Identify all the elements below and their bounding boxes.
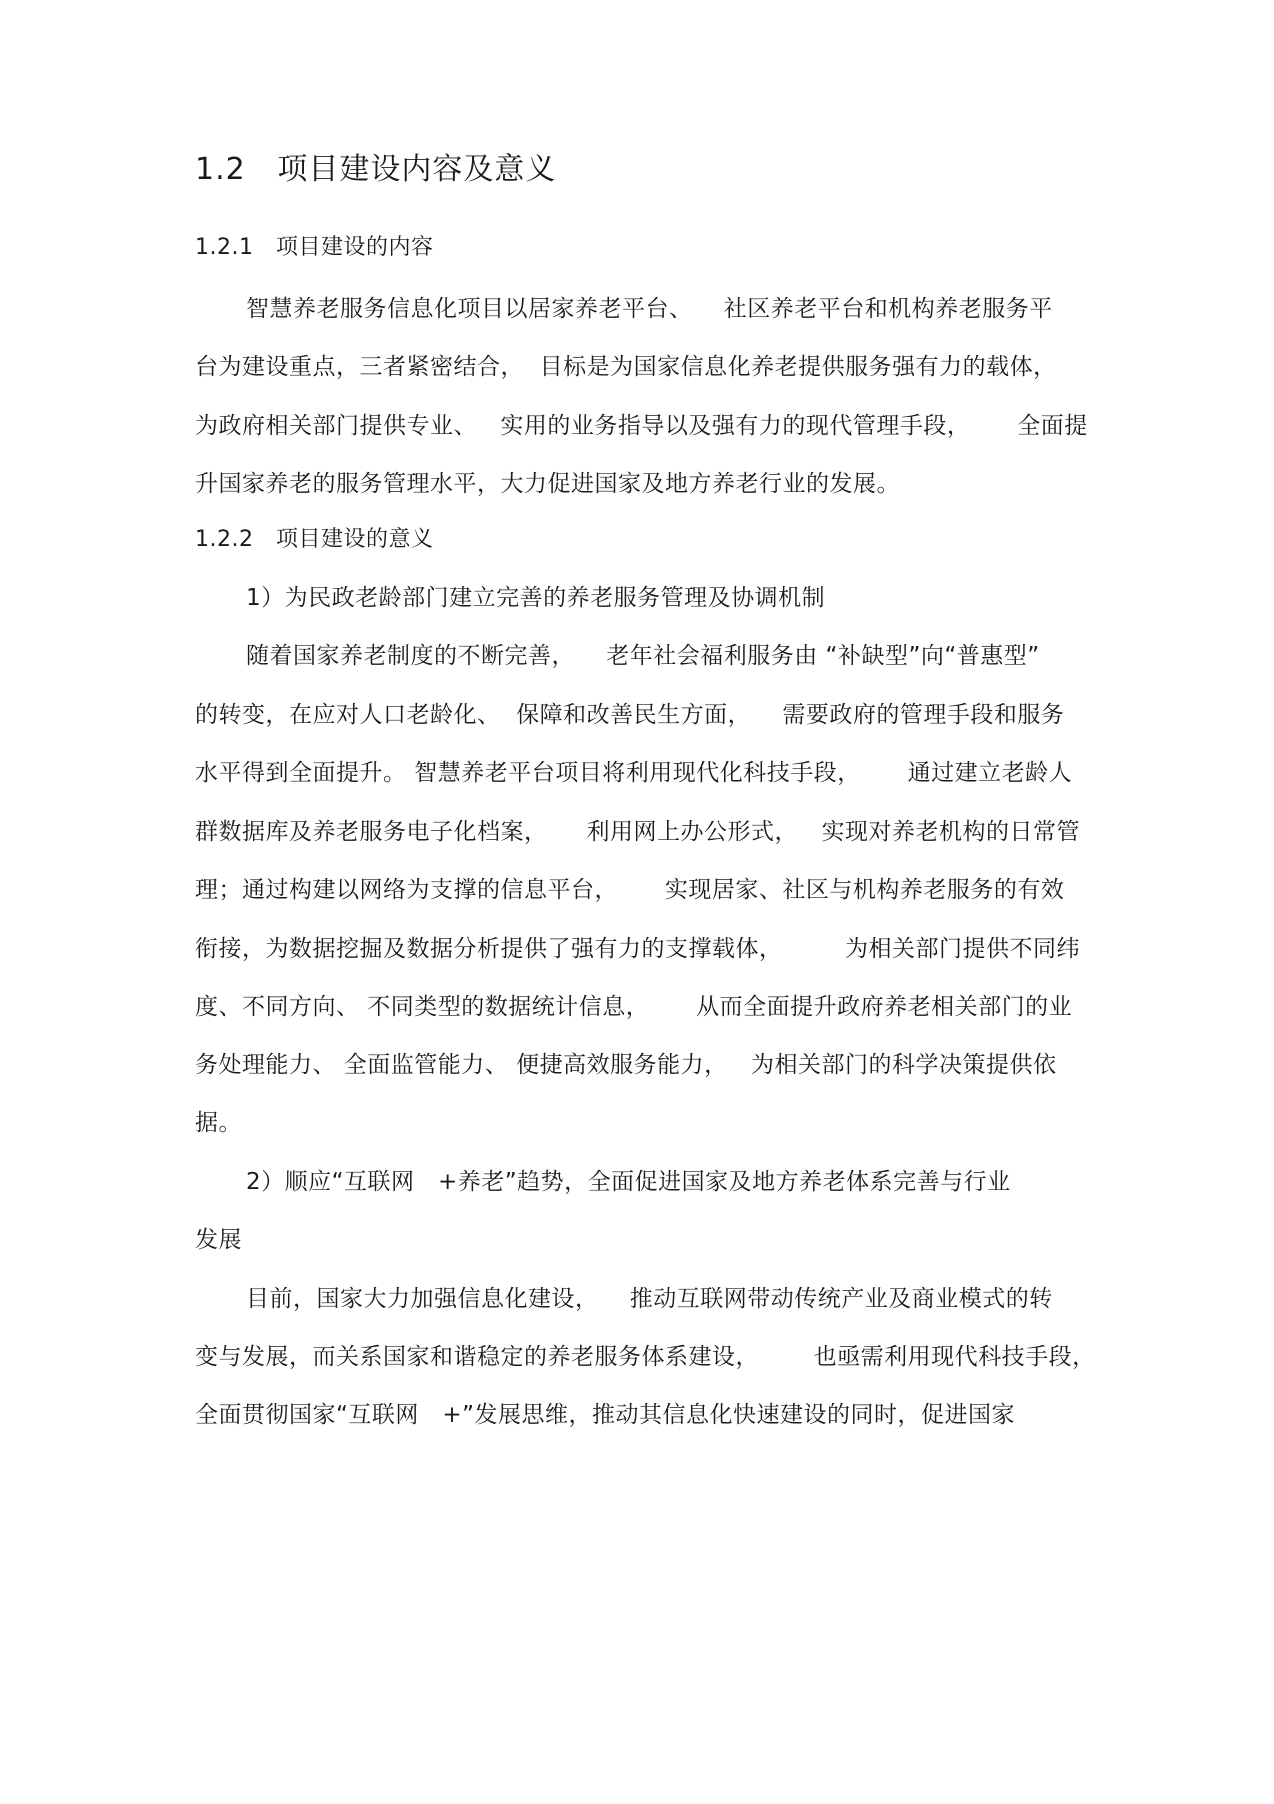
paragraph-line: 据。: [195, 1110, 242, 1136]
paragraph-line: 理；通过构建以网络为支撑的信息平台， 实现居家、社区与机构养老服务的有效: [195, 877, 1065, 903]
item-title: 1）为民政老龄部门建立完善的养老服务管理及协调机制: [246, 585, 826, 611]
subsection-heading-content: 1.2.1 项目建设的内容: [195, 235, 434, 260]
paragraph-line: 升国家养老的服务管理水平，大力促进国家及地方养老行业的发展。: [195, 471, 900, 497]
paragraph-line: 群数据库及养老服务电子化档案， 利用网上办公形式， 实现对养老机构的日常管: [195, 819, 1080, 845]
paragraph-line: 度、不同方向、 不同类型的数据统计信息， 从而全面提升政府养老相关部门的业: [195, 994, 1073, 1020]
paragraph-line: 全面贯彻国家“互联网 +”发展思维，推动其信息化快速建设的同时，促进国家: [195, 1402, 1016, 1428]
section-heading: 1.2 项目建设内容及意义: [195, 152, 557, 187]
paragraph-line: 水平得到全面提升。 智慧养老平台项目将利用现代化科技手段， 通过建立老龄人: [195, 760, 1073, 786]
paragraph-line: 务处理能力、 全面监管能力、 便捷高效服务能力， 为相关部门的科学决策提供依: [195, 1052, 1057, 1078]
paragraph-line: 为政府相关部门提供专业、 实用的业务指导以及强有力的现代管理手段， 全面提: [195, 413, 1088, 439]
item-title: 2）顺应“互联网 +养老”趋势，全面促进国家及地方养老体系完善与行业: [246, 1169, 1011, 1195]
paragraph-line: 随着国家养老制度的不断完善， 老年社会福利服务由 “补缺型”向“普惠型”: [246, 643, 1040, 669]
paragraph-line: 的转变，在应对人口老龄化、 保障和改善民生方面， 需要政府的管理手段和服务: [195, 702, 1065, 728]
paragraph-line: 台为建设重点，三者紧密结合， 目标是为国家信息化养老提供服务强有力的载体，: [195, 354, 1057, 380]
paragraph-line: 目前，国家大力加强信息化建设， 推动互联网带动传统产业及商业模式的转: [246, 1286, 1053, 1312]
paragraph-line: 变与发展，而关系国家和谐稳定的养老服务体系建设， 也亟需利用现代科技手段，: [195, 1344, 1096, 1370]
item-title-continued: 发展: [195, 1227, 242, 1253]
paragraph-line: 智慧养老服务信息化项目以居家养老平台、 社区养老平台和机构养老服务平: [246, 296, 1053, 322]
subsection-heading-significance: 1.2.2 项目建设的意义: [195, 527, 434, 552]
paragraph-line: 衔接，为数据挖掘及数据分析提供了强有力的支撑载体， 为相关部门提供不同纬: [195, 936, 1080, 962]
